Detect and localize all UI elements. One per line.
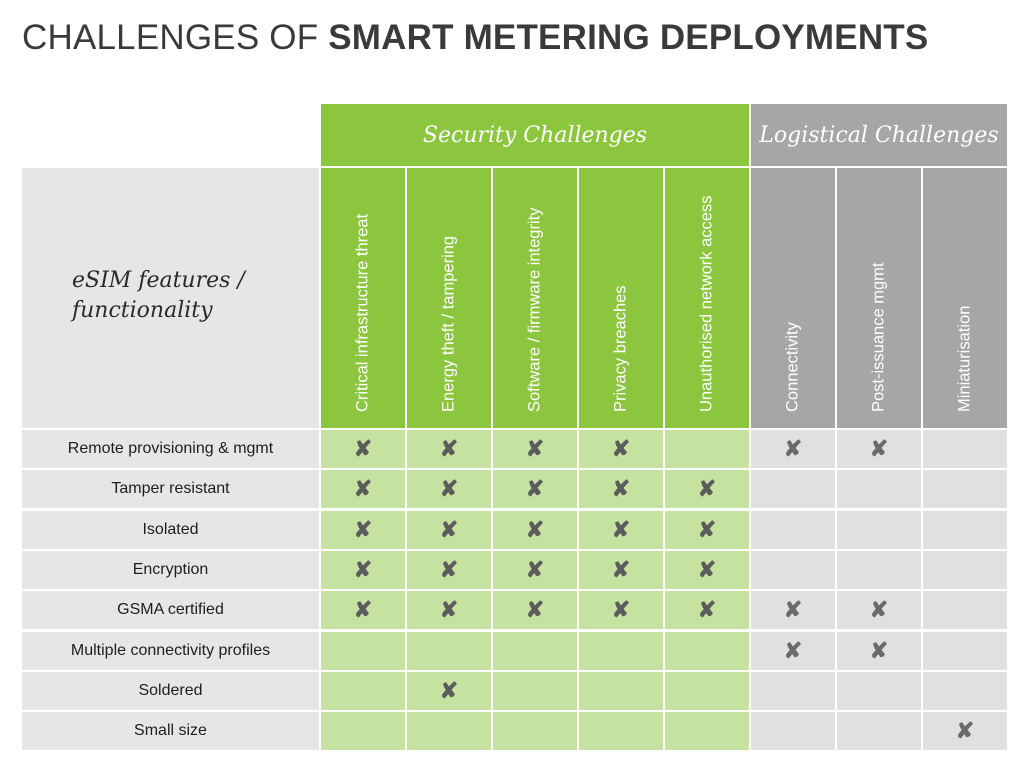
- column-header-1: [321, 168, 405, 428]
- empty-cell: [837, 551, 921, 589]
- empty-cell: [751, 511, 835, 549]
- features-header-label: eSIM features / functionality: [72, 268, 245, 323]
- page-title: [22, 18, 928, 58]
- empty-cell: [321, 672, 405, 710]
- row-label: Soldered: [22, 672, 319, 710]
- empty-cell: [493, 672, 577, 710]
- cross-mark-icon: ✘: [493, 591, 577, 629]
- empty-cell: [923, 470, 1007, 508]
- column-header-label: Connectivity: [783, 322, 802, 412]
- column-header-4: [579, 168, 663, 428]
- row-label: Small size: [22, 712, 319, 750]
- empty-cell: [923, 430, 1007, 468]
- column-header-5: [665, 168, 749, 428]
- empty-cell: [321, 632, 405, 670]
- cross-mark-icon: ✘: [923, 712, 1007, 750]
- cross-mark-icon: ✘: [407, 470, 491, 508]
- group-header-logistical: Logistical Challenges: [751, 104, 1007, 166]
- empty-cell: [579, 632, 663, 670]
- empty-cell: [751, 551, 835, 589]
- column-header-label: Miniaturisation: [955, 305, 974, 412]
- empty-cell: [837, 712, 921, 750]
- title-bold: SMART METERING DEPLOYMENTS: [328, 18, 929, 57]
- cross-mark-icon: ✘: [579, 591, 663, 629]
- cross-mark-icon: ✘: [321, 511, 405, 549]
- cross-mark-icon: ✘: [321, 430, 405, 468]
- empty-cell: [837, 511, 921, 549]
- empty-cell: [579, 672, 663, 710]
- cross-mark-icon: ✘: [407, 551, 491, 589]
- empty-cell: [751, 672, 835, 710]
- column-header-2: [407, 168, 491, 428]
- title-normal: CHALLENGES OF: [22, 18, 329, 57]
- cross-mark-icon: ✘: [493, 551, 577, 589]
- cross-mark-icon: ✘: [665, 470, 749, 508]
- cross-mark-icon: ✘: [665, 591, 749, 629]
- empty-cell: [837, 672, 921, 710]
- column-header-label: Energy theft / tampering: [439, 235, 458, 412]
- row-label: Multiple connectivity profiles: [22, 632, 319, 670]
- cross-mark-icon: ✘: [665, 511, 749, 549]
- cross-mark-icon: ✘: [407, 672, 491, 710]
- row-label: Encryption: [22, 551, 319, 589]
- empty-cell: [665, 712, 749, 750]
- column-header-label: Post-issuance mgmt: [869, 262, 888, 412]
- column-header-label: Software / firmware integrity: [525, 207, 544, 412]
- column-header-label: Critical infrastructure threat: [353, 213, 372, 412]
- cross-mark-icon: ✘: [321, 470, 405, 508]
- cross-mark-icon: ✘: [579, 430, 663, 468]
- cross-mark-icon: ✘: [407, 430, 491, 468]
- cross-mark-icon: ✘: [493, 470, 577, 508]
- cross-mark-icon: ✘: [493, 511, 577, 549]
- empty-cell: [751, 470, 835, 508]
- empty-cell: [923, 632, 1007, 670]
- column-header-label: Privacy breaches: [611, 285, 630, 412]
- cross-mark-icon: ✘: [665, 551, 749, 589]
- empty-cell: [407, 632, 491, 670]
- cross-mark-icon: ✘: [321, 551, 405, 589]
- row-label: GSMA certified: [22, 591, 319, 629]
- column-header-6: [751, 168, 835, 428]
- empty-cell: [923, 672, 1007, 710]
- cross-mark-icon: ✘: [837, 591, 921, 629]
- cross-mark-icon: ✘: [837, 430, 921, 468]
- cross-mark-icon: ✘: [837, 632, 921, 670]
- empty-cell: [579, 712, 663, 750]
- cross-mark-icon: ✘: [321, 591, 405, 629]
- column-header-8: [923, 168, 1007, 428]
- column-header-3: [493, 168, 577, 428]
- cross-mark-icon: ✘: [579, 511, 663, 549]
- cross-mark-icon: ✘: [407, 511, 491, 549]
- empty-cell: [837, 470, 921, 508]
- empty-cell: [751, 712, 835, 750]
- empty-cell: [923, 511, 1007, 549]
- column-header-7: [837, 168, 921, 428]
- empty-cell: [923, 551, 1007, 589]
- row-label: Tamper resistant: [22, 470, 319, 508]
- empty-cell: [665, 430, 749, 468]
- empty-cell: [493, 712, 577, 750]
- empty-cell: [923, 591, 1007, 629]
- cross-mark-icon: ✘: [407, 591, 491, 629]
- group-header-security: Security Challenges: [321, 104, 749, 166]
- empty-cell: [407, 712, 491, 750]
- cross-mark-icon: ✘: [579, 470, 663, 508]
- column-header-label: Unauthorised network access: [697, 195, 716, 412]
- row-label: Isolated: [22, 511, 319, 549]
- features-header-cell: [22, 168, 319, 428]
- cross-mark-icon: ✘: [751, 632, 835, 670]
- cross-mark-icon: ✘: [579, 551, 663, 589]
- cross-mark-icon: ✘: [751, 430, 835, 468]
- empty-cell: [321, 712, 405, 750]
- cross-mark-icon: ✘: [751, 591, 835, 629]
- empty-cell: [665, 672, 749, 710]
- row-label: Remote provisioning & mgmt: [22, 430, 319, 468]
- empty-cell: [493, 632, 577, 670]
- cross-mark-icon: ✘: [493, 430, 577, 468]
- empty-cell: [665, 632, 749, 670]
